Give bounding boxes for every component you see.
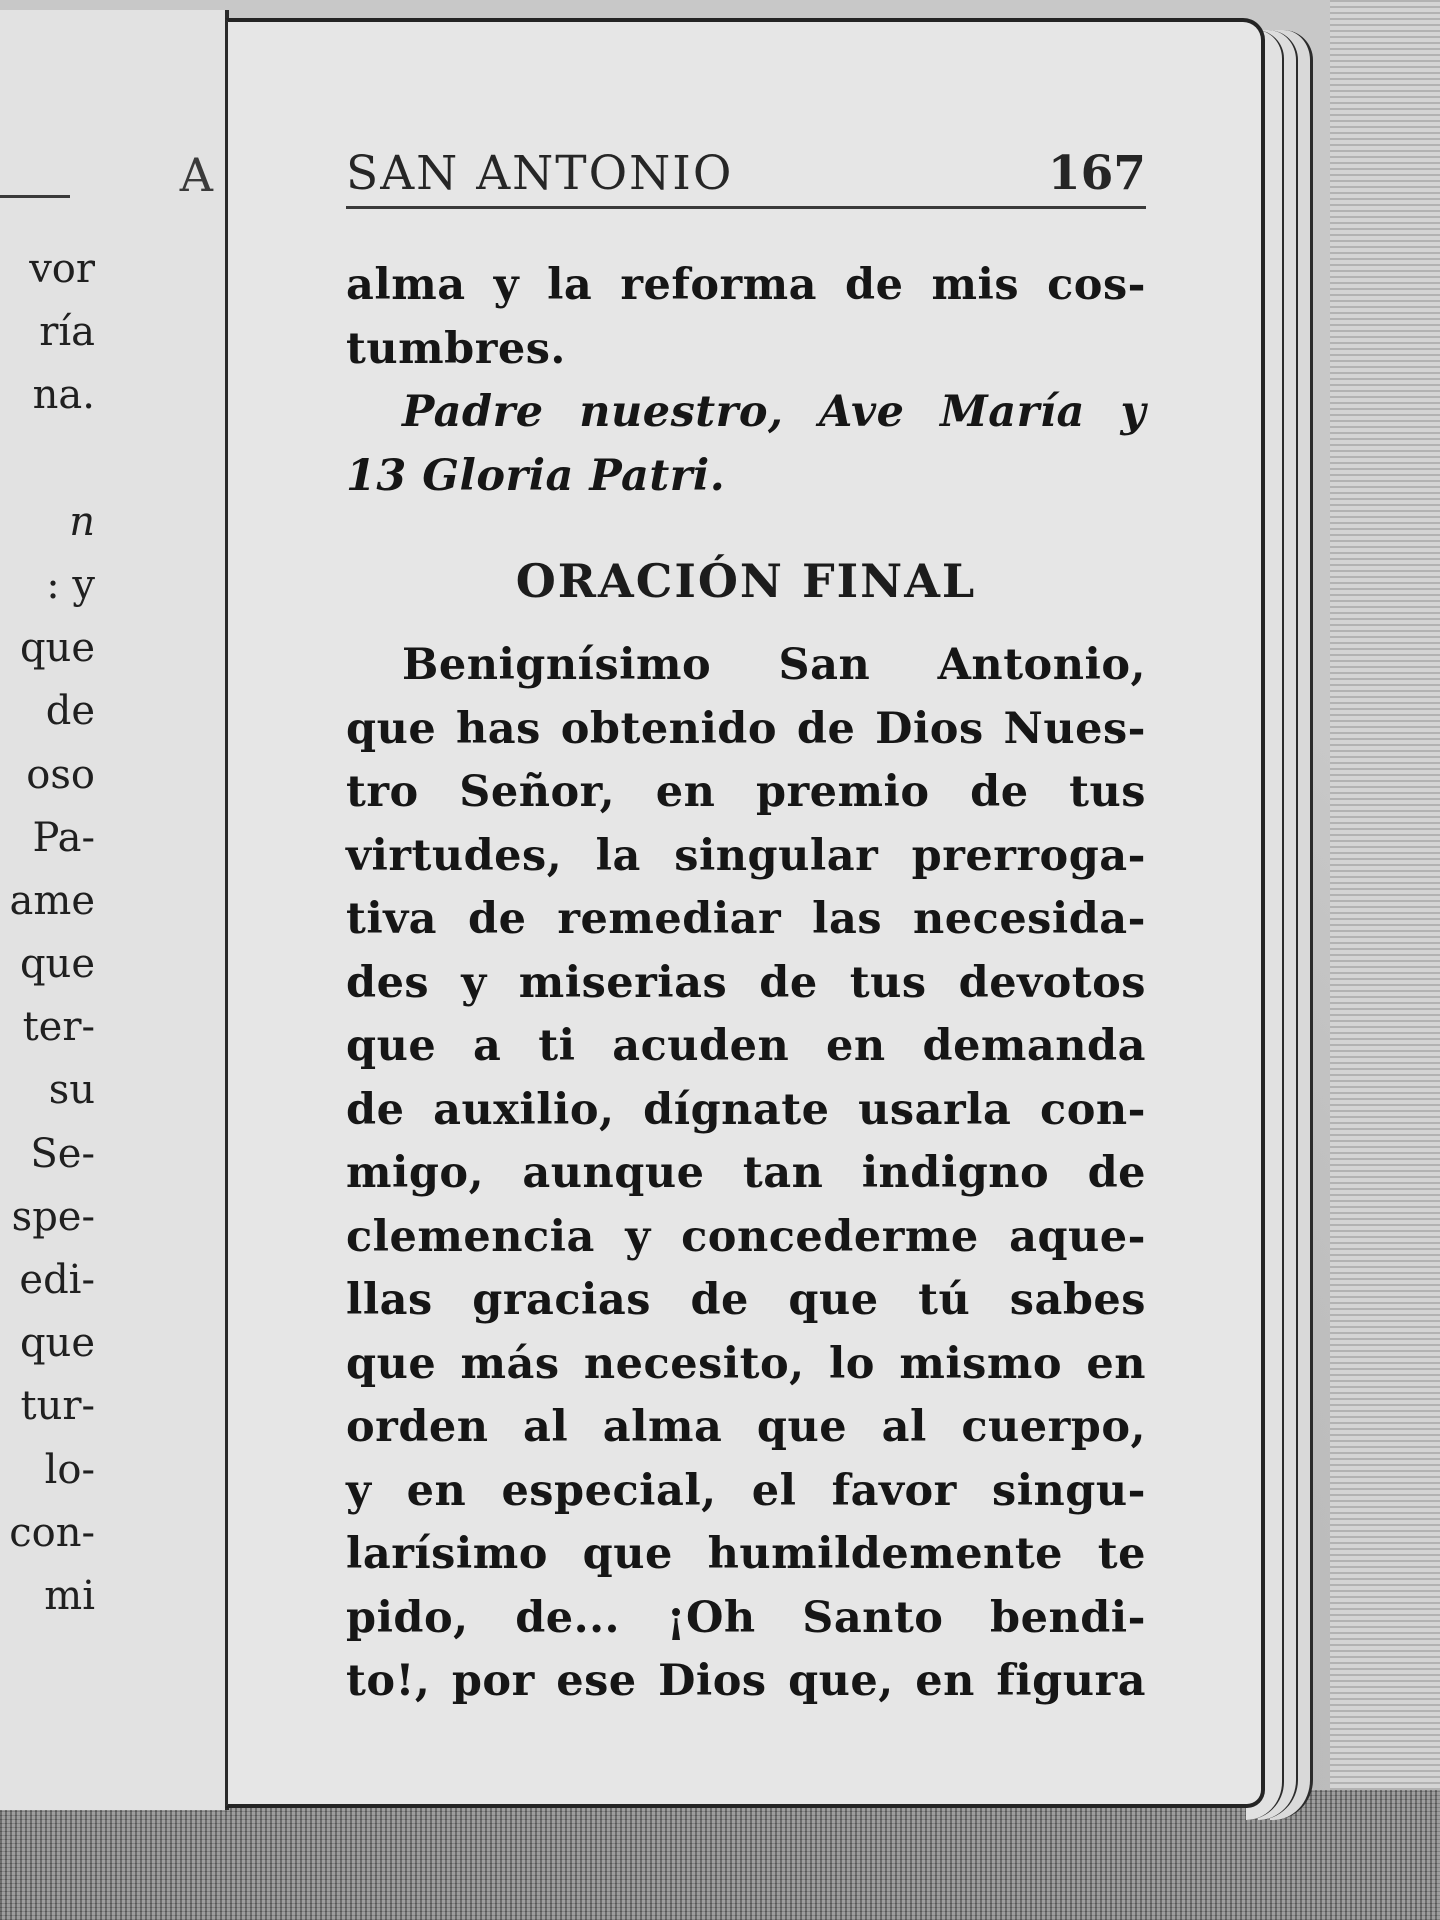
prayer-line: tiva de remediar las necesida-	[346, 894, 1146, 944]
rubric-line: Padre nuestro, Ave María y	[402, 387, 1146, 437]
left-fragment-line: ter-	[22, 1004, 95, 1051]
prayer-line: de auxilio, dígnate usarla con-	[346, 1084, 1146, 1135]
continuation-text	[346, 254, 1146, 508]
prayer-line: que a ti acuden en demanda	[346, 1021, 1146, 1071]
left-fragment-line: lo-	[44, 1446, 95, 1493]
prayer-line: orden al alma que al cuerpo,	[346, 1402, 1146, 1452]
left-fragment-line: de	[45, 688, 95, 735]
page-number: 167	[1047, 146, 1146, 201]
prayer-line: que has obtenido de Dios Nues-	[346, 703, 1146, 754]
prayer-line: clemencia y concederme aque-	[346, 1211, 1146, 1262]
left-fragment-line: : y	[46, 561, 95, 608]
left-page	[0, 10, 229, 1810]
left-page-text-fragments	[0, 238, 95, 1628]
prayer-line: y en especial, el favor singu-	[346, 1465, 1146, 1516]
left-page-header-fragment: A	[179, 148, 213, 202]
prayer-line: Benignísimo San Antonio,	[402, 640, 1146, 690]
left-fragment-line: edi-	[19, 1257, 95, 1303]
page-header	[346, 146, 1146, 209]
prayer-line: larísimo que humildemente te	[346, 1529, 1146, 1579]
left-fragment-line: Pa-	[32, 814, 95, 861]
prayer-line: que más necesito, lo mismo en	[346, 1338, 1146, 1389]
left-fragment-line: tur-	[20, 1383, 95, 1430]
prayer-line: llas gracias de que tú sabes	[346, 1275, 1146, 1325]
left-page-header-rule	[0, 195, 70, 198]
left-fragment-line: spe-	[11, 1193, 95, 1240]
left-fragment-line	[0, 428, 95, 491]
running-head: SAN ANTONIO	[346, 146, 734, 201]
background-right	[1330, 0, 1440, 1920]
prayer-line: virtudes, la singular prerroga-	[346, 830, 1146, 881]
left-fragment-line: n	[69, 498, 95, 545]
text-line: tumbres.	[346, 323, 566, 374]
prayer-line: migo, aunque tan indigno de	[346, 1148, 1146, 1198]
prayer-line: des y miserias de tus devotos	[346, 957, 1146, 1008]
text-line: alma y la reforma de mis cos-	[346, 260, 1146, 310]
prayer-text	[346, 634, 1146, 1714]
right-page	[225, 18, 1265, 1808]
left-fragment-line: Se-	[30, 1130, 95, 1177]
prayer-line: to!, por ese Dios que, en figura	[346, 1656, 1146, 1706]
left-fragment-line: su	[48, 1067, 95, 1114]
prayer-line: tro Señor, en premio de tus	[346, 767, 1146, 817]
left-fragment-line: que	[19, 625, 95, 672]
left-fragment-line: ame	[9, 877, 95, 924]
left-fragment-line: que	[19, 1320, 95, 1367]
prayer-line: pido, de... ¡Oh Santo bendi-	[346, 1592, 1146, 1643]
left-fragment-line: oso	[26, 751, 95, 798]
rubric-line: 13 Gloria Patri.	[346, 450, 726, 501]
left-fragment-line: vor	[29, 246, 95, 292]
section-title: ORACIÓN FINAL	[515, 554, 977, 608]
left-fragment-line: con-	[9, 1509, 95, 1556]
left-fragment-line: ría	[39, 309, 95, 356]
left-fragment-line: mi	[44, 1572, 95, 1619]
left-fragment-line: que	[19, 941, 95, 988]
left-fragment-line: na.	[32, 372, 95, 419]
